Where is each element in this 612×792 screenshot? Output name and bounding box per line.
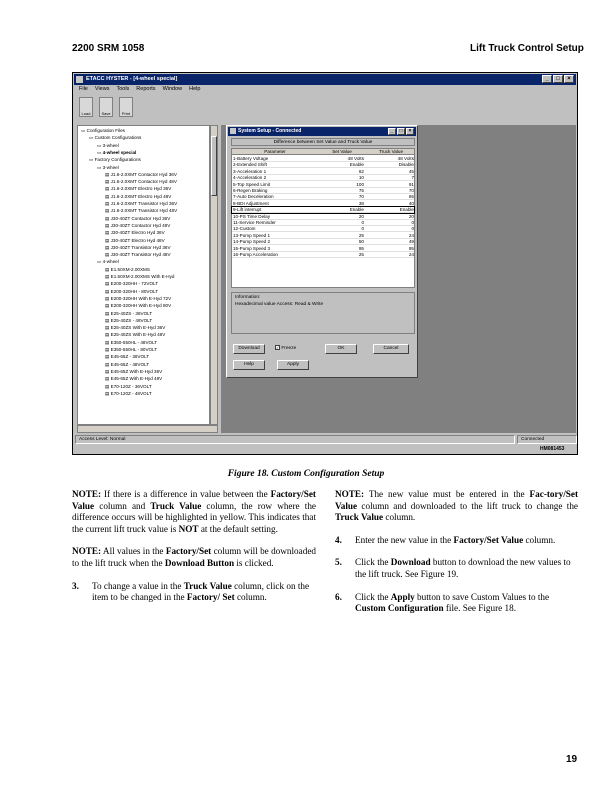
note-new-value: NOTE: The new value must be entered in the Fac-tory/Set Value column and downloaded to the lift truck to change the Truck Value column. bbox=[335, 489, 578, 523]
tree-item-label: E1.50XM-2.00XMS bbox=[110, 266, 150, 272]
table-row[interactable] bbox=[232, 214, 414, 220]
config-file-icon: ▤ bbox=[105, 274, 111, 279]
dialog-icon bbox=[230, 128, 236, 134]
access-level-status: Access Level: Normal bbox=[75, 435, 515, 444]
app-titlebar bbox=[74, 74, 576, 85]
information-text: Hexadecimal value Access: Read & Write bbox=[235, 302, 324, 307]
tree-item[interactable] bbox=[97, 143, 119, 149]
set-value-cell[interactable]: 25 bbox=[358, 252, 364, 257]
save-label: Save bbox=[101, 111, 111, 116]
tree-item[interactable] bbox=[105, 223, 170, 229]
parameter-cell: 1-Battery Voltage bbox=[233, 156, 269, 161]
step-3: 3. To change a value in the Truck Value column, click on the item to be changed in the Factory/ Set column. bbox=[72, 580, 310, 603]
tree-item[interactable] bbox=[105, 289, 158, 295]
parameter-cell: 11-Service Reminder bbox=[233, 220, 276, 225]
parameter-cell: 13-Pump Speed 1 bbox=[233, 232, 271, 238]
tree-item[interactable] bbox=[97, 150, 136, 156]
menu-item-tools[interactable]: Tools bbox=[116, 86, 130, 92]
help-button[interactable]: Help bbox=[233, 360, 265, 370]
config-file-icon: ▤ bbox=[105, 303, 111, 309]
connection-status: Connected bbox=[517, 435, 577, 444]
table-row[interactable] bbox=[232, 188, 414, 194]
tree-item[interactable] bbox=[105, 281, 158, 287]
system-setup-dialog bbox=[226, 125, 418, 378]
tree-item[interactable] bbox=[105, 369, 162, 375]
menu-item-reports[interactable]: Reports bbox=[136, 86, 156, 92]
tree-item-label: J30-40ZT Electro Hyd 48V bbox=[110, 237, 165, 243]
folder-icon: ▭ bbox=[97, 259, 103, 265]
config-file-icon: ▤ bbox=[105, 252, 111, 258]
load-button[interactable] bbox=[79, 97, 93, 117]
page-number: 19 bbox=[566, 754, 578, 765]
ok-button[interactable]: OK bbox=[325, 344, 357, 354]
dialog-minimize-button[interactable]: _ bbox=[388, 128, 396, 135]
freeze-checkbox[interactable] bbox=[275, 345, 296, 351]
tree-item-label: E200-320HH With E-Hyd 72V bbox=[110, 295, 172, 301]
tree-item-label: E350-550HL - 48VOLT bbox=[110, 339, 158, 345]
parameter-cell: 15-Pump Speed 3 bbox=[233, 245, 271, 251]
set-value-cell[interactable]: Enable bbox=[349, 162, 364, 168]
truck-value-cell: 48 Volts bbox=[397, 156, 414, 161]
tree-item[interactable] bbox=[105, 230, 165, 236]
tree-item[interactable] bbox=[105, 208, 177, 214]
tree-item-label: E45-65Z - 48VOLT bbox=[110, 361, 150, 367]
config-file-icon: ▤ bbox=[105, 179, 111, 185]
status-bar bbox=[74, 435, 576, 444]
download-button[interactable]: Download bbox=[233, 344, 265, 354]
tree-item[interactable] bbox=[105, 296, 171, 302]
scroll-thumb[interactable] bbox=[211, 136, 217, 196]
tree-item[interactable] bbox=[105, 252, 171, 258]
tree-item-label: E70-120Z - 36VOLT bbox=[110, 383, 152, 389]
config-file-icon: ▤ bbox=[105, 339, 111, 345]
tree-item-label: Custom Configurations bbox=[94, 135, 142, 141]
tree-item-label: J1.6-2.0XMT Transistor Hyd 48V bbox=[110, 208, 178, 214]
folder-icon: ▭ bbox=[97, 142, 103, 148]
tree-item-label: E25-40ZS - 36VOLT bbox=[110, 310, 153, 316]
tree-item-label: J1.6-2.0XMT Contactor Hyd 36V bbox=[110, 171, 177, 177]
truck-value-cell: 95 bbox=[408, 245, 414, 251]
tree-item-label: E70-120Z - 48VOLT bbox=[110, 390, 152, 396]
tree-item[interactable] bbox=[105, 238, 165, 244]
tree-item[interactable] bbox=[105, 194, 171, 200]
tree-item-label: 4-wheel bbox=[102, 259, 119, 265]
right-column bbox=[335, 489, 578, 626]
tree-item-label: E200-320HH - 80VOLT bbox=[110, 288, 159, 294]
truck-value-cell: 0 bbox=[411, 220, 414, 225]
tree-item-label: E25-40ZS With E-Hyd 48V bbox=[110, 332, 166, 338]
tree-item-label: E350-550HL - 80VOLT bbox=[110, 347, 158, 352]
truck-value-cell: 70 bbox=[408, 188, 414, 193]
parameter-cell: 16-Pump Acceleration bbox=[233, 252, 278, 257]
set-value-cell[interactable]: 0 bbox=[361, 220, 364, 225]
tree-item[interactable] bbox=[105, 340, 157, 346]
table-row[interactable] bbox=[232, 207, 414, 213]
config-file-icon: ▤ bbox=[105, 237, 111, 243]
grid-header bbox=[232, 149, 414, 155]
tree-item-label: E45-65Z With E-Hyd 48V bbox=[110, 376, 163, 382]
table-row[interactable] bbox=[232, 182, 414, 188]
tree-item[interactable] bbox=[97, 165, 119, 171]
truck-value-cell: 24 bbox=[408, 252, 414, 257]
table-row[interactable] bbox=[232, 169, 414, 175]
information-box bbox=[231, 292, 415, 334]
print-button[interactable] bbox=[119, 97, 133, 117]
save-button[interactable] bbox=[99, 97, 113, 117]
step-4: 4. Enter the new value in the Factory/Set Value column. bbox=[335, 534, 556, 545]
close-button[interactable]: × bbox=[564, 75, 574, 83]
tree-item[interactable] bbox=[81, 128, 125, 134]
table-row[interactable] bbox=[232, 233, 414, 239]
table-row[interactable] bbox=[232, 220, 414, 226]
truck-value-cell: 20 bbox=[408, 213, 414, 219]
parameter-cell: 12-Custom bbox=[233, 226, 256, 232]
step-6: 6. Click the Apply button to save Custom Values to the Custom Configuration file. See Figure 18. bbox=[335, 591, 550, 614]
config-file-icon: ▤ bbox=[105, 368, 111, 374]
tree-item-label: Configuration Files bbox=[86, 128, 125, 133]
config-file-icon: ▤ bbox=[105, 215, 111, 221]
tree-item[interactable] bbox=[105, 303, 171, 309]
figure-reference-code: HM081453 bbox=[540, 446, 565, 452]
tree-item-label: J1.6-2.0XMT Contactor Hyd 48V bbox=[110, 179, 177, 185]
config-file-icon: ▤ bbox=[105, 354, 111, 360]
folder-icon: ▭ bbox=[89, 135, 95, 141]
tree-item[interactable] bbox=[105, 267, 150, 273]
truck-value-cell: Enable bbox=[399, 207, 414, 213]
freeze-label: Freeze bbox=[281, 345, 297, 351]
config-file-icon: ▤ bbox=[105, 376, 111, 382]
config-file-icon: ▤ bbox=[105, 332, 111, 338]
cancel-button[interactable]: Cancel bbox=[373, 344, 409, 354]
left-column bbox=[72, 489, 316, 615]
tree-item[interactable] bbox=[105, 216, 170, 222]
table-row[interactable] bbox=[232, 226, 414, 232]
minimize-button[interactable]: _ bbox=[542, 75, 552, 83]
tree-item-label: E200-320HH - 72VOLT bbox=[110, 281, 159, 287]
set-value-cell[interactable]: Enable bbox=[349, 207, 364, 213]
config-file-icon: ▤ bbox=[105, 281, 111, 287]
tree-item[interactable] bbox=[105, 391, 152, 397]
load-label: Load bbox=[81, 111, 91, 116]
config-file-icon: ▤ bbox=[105, 347, 111, 352]
set-value-cell[interactable]: 20 bbox=[358, 213, 364, 219]
tree-item[interactable] bbox=[105, 186, 171, 192]
tree-item-label: J30-40ZT Electro Hyd 36V bbox=[110, 230, 165, 236]
tree-item[interactable] bbox=[105, 318, 152, 324]
tree-item[interactable] bbox=[105, 325, 165, 331]
tree-item[interactable] bbox=[105, 354, 149, 360]
dialog-close-button[interactable]: × bbox=[406, 128, 414, 135]
config-file-icon: ▤ bbox=[105, 171, 111, 177]
truck-value-cell: 7 bbox=[411, 175, 414, 181]
tree-item-label: J30-40ZT Contactor Hyd 36V bbox=[110, 215, 171, 221]
tree-item[interactable] bbox=[105, 311, 152, 317]
table-row[interactable] bbox=[232, 175, 414, 181]
tree-item[interactable] bbox=[105, 362, 149, 368]
tree-item-label: E45-65Z - 36VOLT bbox=[110, 354, 150, 360]
parameter-grid bbox=[231, 148, 415, 288]
tree-vertical-scrollbar[interactable] bbox=[210, 125, 218, 425]
config-file-icon: ▤ bbox=[105, 230, 111, 236]
parameter-cell: 6-Regen Braking bbox=[233, 188, 268, 193]
tree-item[interactable] bbox=[97, 259, 119, 265]
table-row[interactable] bbox=[232, 162, 414, 168]
set-value-cell[interactable]: 70 bbox=[358, 194, 364, 200]
set-value-cell[interactable]: 100 bbox=[356, 181, 364, 187]
table-row[interactable] bbox=[232, 246, 414, 252]
truck-value-cell: 0 bbox=[411, 226, 414, 232]
step-5: 5. Click the Download button to download the new values to the lift truck. See Figure 19. bbox=[335, 557, 571, 579]
folder-icon: ▭ bbox=[89, 157, 95, 163]
truck-value-cell: 91 bbox=[408, 181, 414, 187]
col-truck-value: Truck Value bbox=[379, 149, 403, 154]
set-value-cell[interactable]: 38 bbox=[358, 200, 364, 206]
parameter-cell: 2-Extended Shift bbox=[233, 162, 267, 168]
set-value-cell[interactable]: 0 bbox=[361, 226, 364, 232]
tree-item-label: J1.6-2.0XMT Electro Hyd 48V bbox=[110, 193, 172, 199]
app-icon bbox=[76, 76, 83, 83]
config-file-icon: ▤ bbox=[105, 208, 111, 214]
tree-item-label: 4-wheel special bbox=[102, 149, 137, 155]
truck-value-cell: 24 bbox=[408, 232, 414, 238]
app-title: ETACC HYSTER - [4-wheel special] bbox=[86, 76, 178, 82]
figure-caption: Figure 18. Custom Configuration Setup bbox=[227, 469, 385, 479]
note-download: NOTE: All values in the Factory/Set column will be downloaded to the lift truck when the Download Button is clicked. bbox=[72, 546, 316, 568]
set-value-cell[interactable]: 50 bbox=[358, 239, 364, 245]
parameter-cell: 7-Auto Deceleration bbox=[233, 194, 274, 200]
tree-item[interactable] bbox=[105, 376, 162, 382]
config-file-icon: ▤ bbox=[105, 361, 111, 367]
tree-item-label: E200-320HH With E-Hyd 80V bbox=[110, 303, 172, 309]
config-file-icon: ▤ bbox=[105, 222, 111, 228]
table-row[interactable] bbox=[232, 239, 414, 245]
truck-value-cell: 49 bbox=[408, 239, 414, 245]
tree-item[interactable] bbox=[105, 384, 152, 390]
tree-item-label: 3-wheel bbox=[102, 164, 119, 170]
config-file-icon: ▤ bbox=[105, 266, 111, 272]
tree-item[interactable] bbox=[105, 274, 174, 280]
table-row[interactable] bbox=[232, 201, 414, 207]
set-value-cell[interactable]: 25 bbox=[358, 232, 364, 238]
tree-item[interactable] bbox=[105, 245, 171, 251]
col-set-value: Set Value bbox=[332, 149, 352, 154]
folder-icon: ▭ bbox=[97, 149, 103, 155]
parameter-cell: 14-Pump Speed 2 bbox=[233, 239, 271, 245]
table-row[interactable] bbox=[232, 194, 414, 200]
menu-bar bbox=[79, 86, 200, 95]
tree-item-label: Factory Configurations bbox=[94, 157, 141, 163]
set-value-cell[interactable]: 62 bbox=[358, 168, 364, 174]
information-title: Information: bbox=[235, 295, 261, 300]
set-value-cell[interactable]: 95 bbox=[358, 245, 364, 251]
tree-horizontal-scrollbar[interactable] bbox=[77, 425, 218, 433]
tree-item-label: 3-wheel bbox=[102, 142, 119, 148]
col-parameter: Parameter bbox=[264, 149, 286, 154]
dialog-title: System Setup - Connected bbox=[238, 128, 302, 134]
config-file-icon: ▤ bbox=[105, 186, 111, 192]
tree-item[interactable] bbox=[105, 179, 177, 185]
config-file-icon: ▤ bbox=[105, 390, 111, 396]
menu-item-help[interactable]: Help bbox=[189, 86, 201, 92]
truck-value-cell: 65 bbox=[408, 194, 414, 200]
config-file-icon: ▤ bbox=[105, 193, 111, 199]
config-file-icon: ▤ bbox=[105, 325, 111, 331]
difference-header: Difference between Set Value and Truck Value bbox=[231, 138, 415, 146]
screenshot-window bbox=[72, 72, 578, 455]
dialog-maximize-button[interactable]: □ bbox=[397, 128, 405, 135]
tree-item[interactable] bbox=[89, 135, 141, 141]
folder-icon: ▭ bbox=[97, 164, 103, 170]
tree-item[interactable] bbox=[105, 201, 177, 207]
tree-item[interactable] bbox=[105, 347, 157, 353]
menu-item-views[interactable]: Views bbox=[94, 86, 110, 92]
header-section-title: Lift Truck Control Setup bbox=[470, 43, 584, 54]
tree-item-label: E25-40ZS - 48VOLT bbox=[110, 317, 153, 323]
config-file-icon: ▤ bbox=[105, 383, 111, 389]
print-label: Print bbox=[121, 111, 131, 116]
maximize-button[interactable]: □ bbox=[553, 75, 563, 83]
set-value-cell[interactable]: 10 bbox=[358, 175, 364, 181]
tree-item[interactable] bbox=[89, 157, 141, 163]
parameter-cell: 9-Lift interrupt bbox=[233, 207, 262, 213]
freeze-check-box[interactable]: ✓ bbox=[276, 345, 280, 350]
config-file-icon: ▤ bbox=[105, 201, 111, 206]
apply-button[interactable]: Apply bbox=[277, 360, 309, 370]
config-file-icon: ▤ bbox=[105, 244, 111, 250]
table-row[interactable] bbox=[232, 252, 414, 258]
header-manual-code: 2200 SRM 1058 bbox=[72, 43, 145, 54]
dialog-titlebar bbox=[228, 127, 416, 136]
note-difference: NOTE: If there is a difference in value between the Factory/Set Value column and Truck Value column, the row where the difference occurs will be highlighted in yellow. This indicates that the current lift truck value is NOT at the default setting. bbox=[72, 489, 316, 534]
parameter-cell: 3-Acceleration 1 bbox=[233, 168, 267, 174]
tree-item-label: E45-65Z With E-Hyd 36V bbox=[110, 368, 163, 374]
tree-item-label: J30-40ZT Transistor Hyd 48V bbox=[110, 252, 171, 258]
menu-item-file[interactable]: File bbox=[79, 86, 88, 92]
tree-item-label: E1.50XM-2.00XMS With E-Hyd bbox=[110, 274, 175, 279]
set-value-cell[interactable]: 48 Volts bbox=[347, 156, 364, 161]
tree-item-label: J1.6-2.0XMT Transistor Hyd 36V bbox=[110, 201, 178, 206]
tree-item-label: J1.6-2.0XMT Electro Hyd 36V bbox=[110, 186, 172, 192]
tree-item[interactable] bbox=[105, 332, 165, 338]
config-file-icon: ▤ bbox=[105, 310, 111, 316]
table-row[interactable] bbox=[232, 156, 414, 162]
config-file-icon: ▤ bbox=[105, 288, 111, 294]
truck-value-cell: Disable bbox=[398, 162, 414, 168]
tree-item-label: J30-40ZT Contactor Hyd 48V bbox=[110, 222, 171, 228]
tree-item[interactable] bbox=[105, 172, 177, 178]
set-value-cell[interactable]: 75 bbox=[358, 188, 364, 193]
config-file-icon: ▤ bbox=[105, 295, 111, 301]
tree-item-label: E25-40ZS With E-Hyd 36V bbox=[110, 325, 166, 331]
truck-value-cell: 40 bbox=[408, 200, 414, 206]
configuration-tree bbox=[77, 125, 210, 425]
truck-value-cell: 45 bbox=[408, 168, 414, 174]
parameter-cell: 4-Acceleration 2 bbox=[233, 175, 267, 181]
config-file-icon: ▤ bbox=[105, 317, 111, 323]
toolbar bbox=[79, 97, 133, 121]
folder-icon: ▭ bbox=[81, 128, 87, 133]
tree-item-label: J30-40ZT Transistor Hyd 36V bbox=[110, 244, 171, 250]
parameter-cell: 8-BDI Adjustment bbox=[233, 200, 269, 206]
parameter-cell: 10-PS Time Delay bbox=[233, 213, 271, 219]
parameter-cell: 5-Top Speed Limit bbox=[233, 181, 271, 187]
menu-item-window[interactable]: Window bbox=[162, 86, 183, 92]
